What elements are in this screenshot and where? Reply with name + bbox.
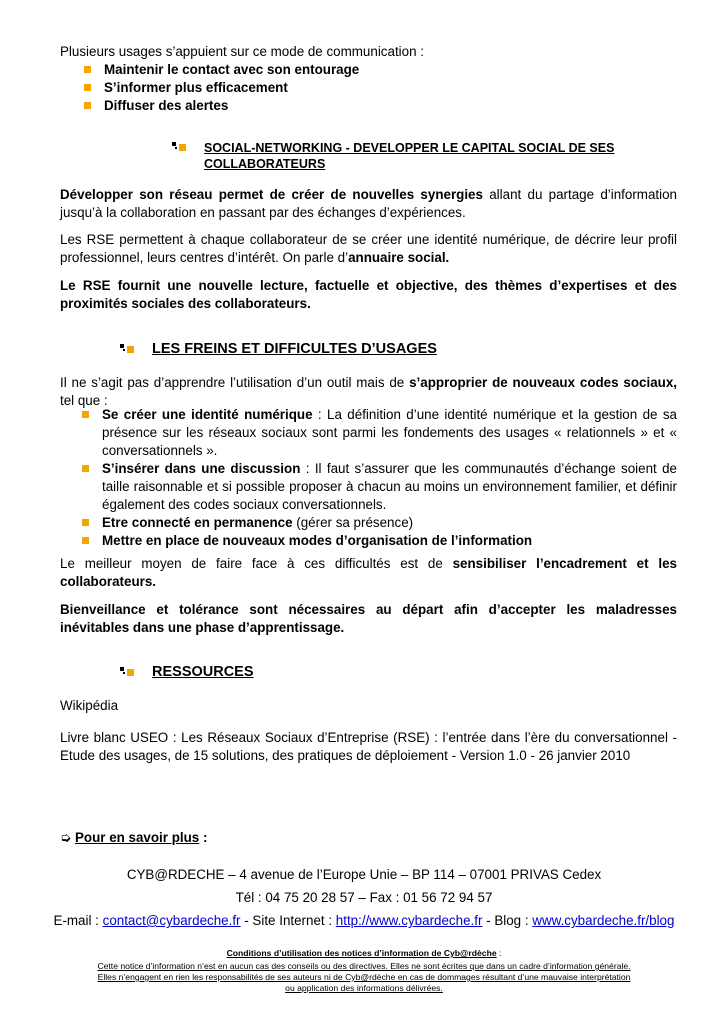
list-item: Maintenir le contact avec son entourage — [60, 61, 677, 79]
more-info-line: ➭ Pour en savoir plus : — [60, 830, 208, 845]
list-item: S’insérer dans une discussion : Il faut s’assurer que les communautés d’échange soient de taille raisonnable et si possible proposer à chacun au moins un environnement familier, et définir également des codes sociaux conversationnels. — [60, 460, 677, 514]
freins-paragraph-2: Le meilleur moyen de faire face à ces difficultés est de sensibiliser l’encadrement et les collaborateurs. — [60, 556, 677, 589]
conditions-line: Elles n’engagent en rien les responsabilités de ses auteurs ni de Cyb@rdèche en cas de dommages résultant d’une mauvaise interprétation — [97, 972, 631, 982]
intro-bullet-list — [60, 61, 677, 115]
ressource-item-livre-blanc: Livre blanc USEO : Les Réseaux Sociaux d’Entreprise (RSE) : l’entrée dans l’ère du conversationnel - Etude des usages, de 15 solutions, des pratiques de déploiement - Version 1.0 - 26 janvier 2010 — [60, 730, 677, 763]
contact-address: CYB@RDECHE – 4 avenue de l’Europe Unie – BP 114 – 07001 PRIVAS Cedex — [126, 867, 602, 882]
ressource-item-wikipedia: Wikipédia — [60, 698, 119, 713]
more-info-label: Pour en savoir plus — [74, 830, 200, 845]
square-bullet-icon — [84, 102, 91, 109]
list-item: Se créer une identité numérique : La définition d’une identité numérique et la gestion de sa présence sur les réseaux sociaux sont parmi les fondements des usages « relationnels » et « conversationnels ». — [60, 406, 677, 460]
freins-paragraph-3: Bienveillance et tolérance sont nécessaires au départ afin d’accepter les maladresses inévitables dans une phase d’apprentissage. — [60, 602, 677, 635]
conditions-line: ou application des informations délivrées. — [285, 983, 443, 993]
website-link[interactable]: http://www.cybardeche.fr — [335, 913, 483, 928]
section-heading-freins — [120, 340, 437, 358]
heading-text: RESSOURCES — [152, 664, 254, 680]
section-marker-icon — [120, 342, 142, 356]
square-bullet-icon — [82, 411, 89, 418]
social-paragraph-2: Les RSE permettent à chaque collaborateur de se créer une identité numérique, de décrire leur profil professionnel, leurs centres d’intérêt. On parle d’annuaire social. — [60, 232, 677, 265]
arrow-icon: ➭ — [60, 830, 72, 845]
square-bullet-icon — [82, 537, 89, 544]
section-marker-icon — [120, 665, 142, 679]
list-item: Diffuser des alertes — [60, 97, 677, 115]
contact-links: E-mail : contact@cybardeche.fr - Site Internet : http://www.cybardeche.fr - Blog : www.cybardeche.fr/blog — [53, 913, 675, 928]
freins-bullet-list — [60, 406, 677, 550]
square-bullet-icon — [82, 519, 89, 526]
conditions-line: Cette notice d’information n’est en aucun cas des conseils ou des directives. Elles ne sont écrites que dans un cadre d’information générale. — [97, 961, 631, 971]
list-item: Etre connecté en permanence (gérer sa présence) — [60, 514, 677, 532]
social-paragraph-1: Développer son réseau permet de créer de nouvelles synergies allant du partage d’information jusqu’à la collaboration en passant par des échanges d’expériences. — [60, 187, 677, 220]
intro-block — [60, 43, 677, 115]
section-heading-ressources — [120, 663, 254, 681]
social-paragraph-3: Le RSE fournit une nouvelle lecture, factuelle et objective, des thèmes d’expertises et des proximités sociales des collaborateurs. — [60, 278, 677, 311]
heading-line: SOCIAL-NETWORKING - DEVELOPPER LE CAPITAL SOCIAL DE SES — [204, 141, 615, 155]
square-bullet-icon — [84, 84, 91, 91]
freins-bullet-block — [60, 406, 677, 550]
blog-link[interactable]: www.cybardeche.fr/blog — [532, 913, 675, 928]
section-heading-social — [172, 140, 614, 172]
intro-line: Plusieurs usages s’appuient sur ce mode de communication : — [60, 44, 424, 59]
list-item: S’informer plus efficacement — [60, 79, 677, 97]
email-link[interactable]: contact@cybardeche.fr — [102, 913, 241, 928]
square-bullet-icon — [84, 66, 91, 73]
heading-text: LES FREINS ET DIFFICULTES D’USAGES — [152, 341, 437, 357]
square-bullet-icon — [82, 465, 89, 472]
list-item: Mettre en place de nouveaux modes d’organisation de l’information — [60, 532, 677, 550]
section-marker-icon — [172, 140, 194, 154]
heading-line: COLLABORATEURS — [204, 157, 326, 171]
freins-paragraph-1: Il ne s’agit pas d’apprendre l’utilisation d’un outil mais de s’approprier de nouveaux codes sociaux, tel que : — [60, 375, 677, 408]
contact-phone: Tél : 04 75 20 28 57 – Fax : 01 56 72 94 57 — [235, 890, 493, 905]
conditions-title: Conditions d’utilisation des notices d’information de Cyb@rdèche : — [226, 948, 502, 958]
